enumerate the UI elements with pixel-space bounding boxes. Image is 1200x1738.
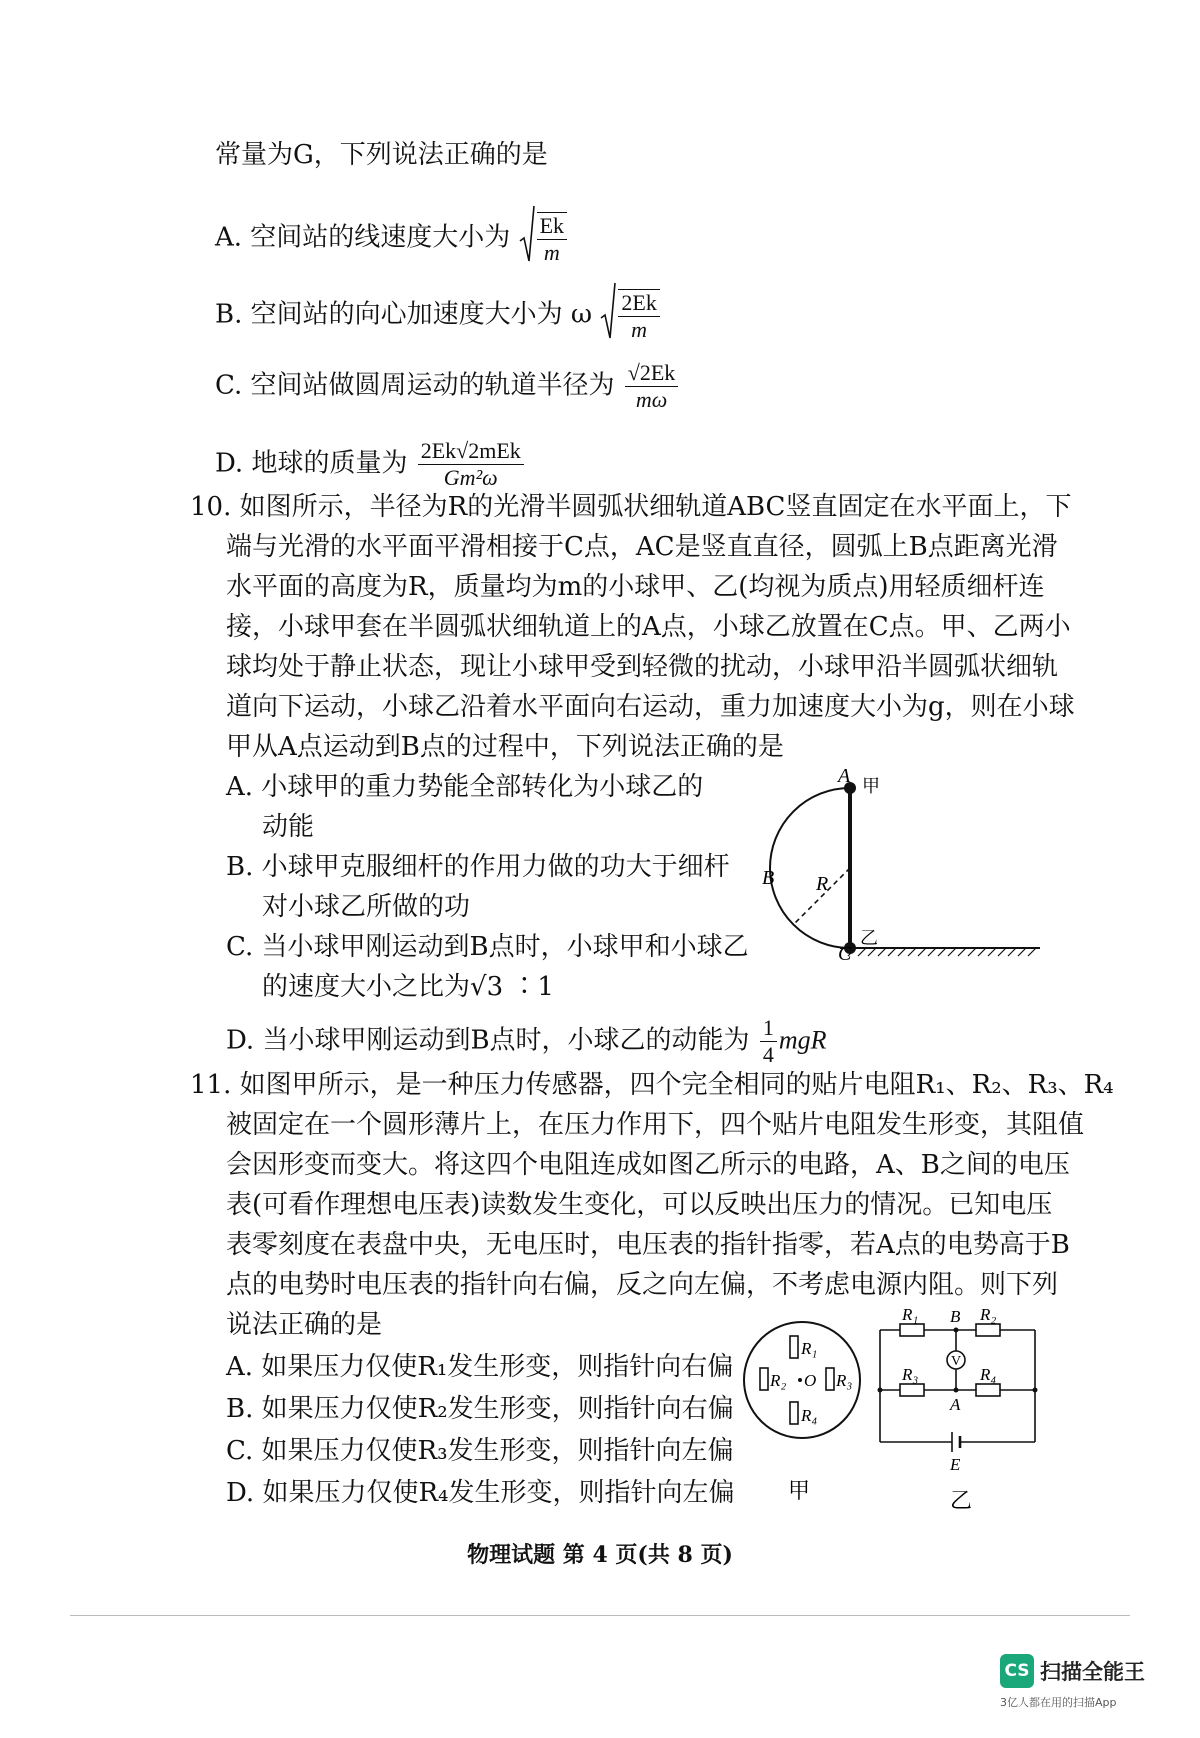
divider	[70, 1615, 1130, 1616]
q9-option-d-text: D. 地球的质量为	[215, 448, 408, 479]
label-r3: R₃	[836, 1371, 853, 1390]
q9-option-d	[215, 438, 526, 491]
q10-stem-line: 球均处于静止状态，现让小球甲受到轻微的扰动，小球甲沿半圆弧状细轨	[226, 652, 1059, 682]
point-c-label: C	[838, 943, 852, 960]
q9-option-a-text: A. 空间站的线速度大小为	[215, 222, 511, 253]
q10-option-b: B. 小球甲克服细杆的作用力做的功大于细杆	[226, 852, 730, 882]
sqrt-sign	[519, 205, 535, 272]
q11-stem-line: 被固定在一个圆形薄片上，在压力作用下，四个贴片电阻发生形变，其阻值	[226, 1110, 1085, 1140]
q11-stem-line: 点的电势时电压表的指针向右偏，反之向左偏，不考虑电源内阻。则下列	[226, 1270, 1059, 1300]
label-r4: R₄	[801, 1406, 818, 1425]
point-a-label: A	[838, 765, 851, 787]
q10-option-d-fraction: $\frac{1}{4}$	[760, 1015, 777, 1068]
q11-stem-line: 表零刻度在表盘中央，无电压时，电压表的指针指零，若A点的电势高于B	[226, 1230, 1070, 1260]
q10-stem-line: 10. 如图所示，半径为R的光滑半圆弧状细轨道ABC竖直固定在水平面上，下	[190, 492, 1072, 522]
q9-option-b-text: B. 空间站的向心加速度大小为 ω	[215, 299, 593, 330]
q9-option-b	[215, 282, 662, 349]
q10-option-c-cont: 的速度大小之比为√3 ∶1	[262, 972, 554, 1002]
q9-option-c-text: C. 空间站做圆周运动的轨道半径为	[215, 370, 615, 401]
q10-option-a: A. 小球甲的重力势能全部转化为小球乙的	[226, 772, 704, 802]
q10-stem-line: 甲从A点运动到B点的过程中，下列说法正确的是	[226, 732, 784, 762]
q10-stem-line: 接，小球甲套在半圆弧状细轨道上的A点，小球乙放置在C点。甲、乙两小	[226, 612, 1071, 642]
voltmeter-label: V	[951, 1354, 962, 1369]
q10-option-d	[226, 1015, 827, 1068]
sqrt-sign	[600, 282, 616, 349]
q10-semicircle-figure	[760, 760, 1060, 960]
q10-option-d-text: D. 当小球甲刚运动到B点时，小球乙的动能为	[226, 1025, 750, 1056]
q11-stem-line: 11. 如图甲所示，是一种压力传感器，四个完全相同的贴片电阻R₁、R₂、R₃、R₄	[190, 1070, 1114, 1100]
q9-option-b-fraction: $\frac{2Ek}{m}$	[618, 289, 659, 343]
q11-option-a: A. 如果压力仅使R₁发生形变，则指针向右偏	[226, 1352, 734, 1382]
q11-figure-yi	[870, 1300, 1050, 1520]
q11-stem-line: 会因形变而变大。将这四个电阻连成如图乙所示的电路，A、B之间的电压	[226, 1150, 1070, 1180]
label-o: O	[804, 1371, 817, 1390]
point-b-label: B	[762, 867, 775, 889]
label-r2: R₂	[770, 1371, 787, 1390]
q11-option-d: D. 如果压力仅使R₄发生形变，则指针向左偏	[226, 1478, 735, 1508]
label-r3: R₃	[902, 1365, 919, 1384]
label-r4: R₄	[980, 1365, 997, 1384]
q11-option-b: B. 如果压力仅使R₂发生形变，则指针向右偏	[226, 1394, 734, 1424]
q11-stem-line: 表(可看作理想电压表)读数发生变化，可以反映出压力的情况。已知电压	[226, 1190, 1053, 1220]
scanner-watermark	[1000, 1654, 1200, 1714]
q9-intro: 常量为G，下列说法正确的是	[215, 140, 548, 170]
label-b: B	[950, 1307, 961, 1326]
label-a: A	[950, 1395, 961, 1414]
radius-label: R	[816, 873, 829, 895]
cs-logo-icon: CS	[1000, 1654, 1034, 1688]
label-yi: 乙	[860, 928, 878, 948]
q10-stem-line: 水平面的高度为R，质量均为m的小球甲、乙(均视为质点)用轻质细杆连	[226, 572, 1045, 602]
q11-figure-jia	[730, 1318, 880, 1518]
label-r1: R₁	[902, 1305, 919, 1324]
scanner-app-name: 扫描全能王	[1040, 1660, 1145, 1684]
q11-option-c: C. 如果压力仅使R₃发生形变，则指针向左偏	[226, 1436, 734, 1466]
label-jia: 甲	[862, 776, 880, 796]
q10-option-c: C. 当小球甲刚运动到B点时，小球甲和小球乙	[226, 932, 749, 962]
label-r2: R₂	[980, 1305, 997, 1324]
q9-option-a-fraction: $\frac{Ek}{m}$	[537, 212, 567, 266]
q10-option-d-suffix: mgR	[778, 1025, 827, 1055]
q11-stem-line: 说法正确的是	[226, 1310, 383, 1340]
caption-yi: 乙	[950, 1488, 973, 1513]
q9-option-c-fraction: $\frac{√2Ek}{m\omega}$	[625, 360, 679, 413]
scanner-app-tagline: 3亿人都在用的扫描App	[1000, 1696, 1117, 1709]
label-e: E	[950, 1455, 961, 1474]
caption-jia: 甲	[788, 1478, 811, 1503]
q9-option-a	[215, 205, 569, 272]
q10-stem-line: 端与光滑的水平面平滑相接于C点，AC是竖直直径，圆弧上B点距离光滑	[226, 532, 1058, 562]
q9-option-c	[215, 360, 680, 413]
q10-stem-line: 道向下运动，小球乙沿着水平面向右运动，重力加速度大小为g，则在小球	[226, 692, 1075, 722]
q9-option-d-fraction: $\frac{\text{2Ek√2mEk}}{\text{Gm²ω}}$	[418, 438, 524, 491]
q10-option-b-cont: 对小球乙所做的功	[262, 892, 471, 922]
label-r1: R₁	[801, 1339, 818, 1358]
q10-option-a-cont: 动能	[262, 812, 315, 842]
page-footer: 物理试题 第 4 页(共 8 页)	[467, 1542, 733, 1568]
